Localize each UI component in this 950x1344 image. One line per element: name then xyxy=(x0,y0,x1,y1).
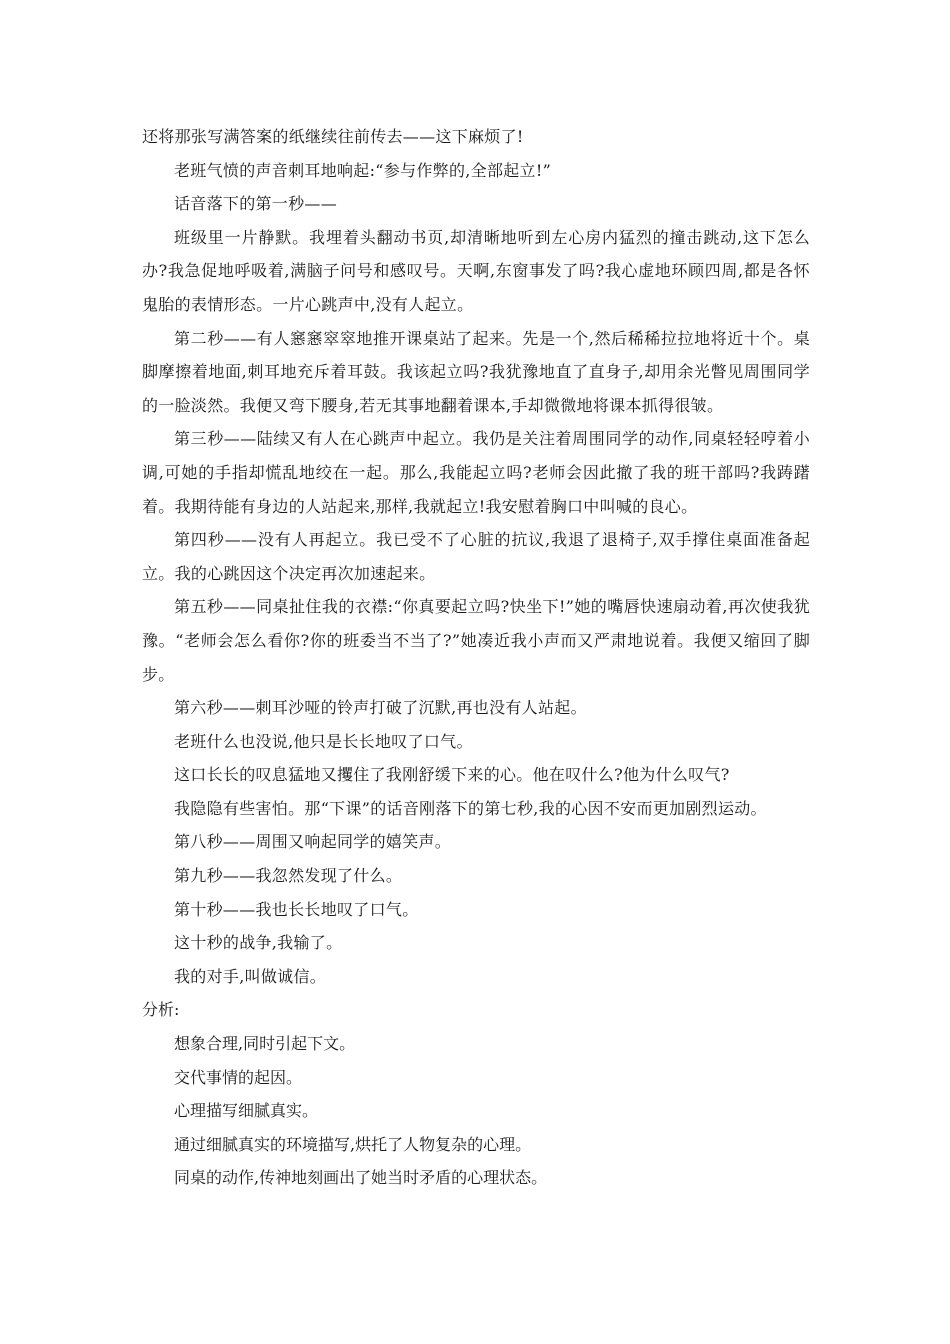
story-paragraph: 第十秒——我也长长地叹了口气。 xyxy=(174,899,419,919)
story-paragraph: 这十秒的战争,我输了。 xyxy=(174,933,343,953)
analysis-label: 分析: xyxy=(142,1000,180,1020)
story-paragraph: 老班气愤的声音刺耳地响起:“参与作弊的,全部起立!” xyxy=(174,160,552,180)
story-paragraph: 这口长长的叹息猛地又攫住了我刚舒缓下来的心。他在叹什么?他为什么叹气? xyxy=(174,765,730,785)
story-paragraph: 第四秒——没有人再起立。我已受不了心脏的抗议,我退了退椅子,双手撑住桌面准备起立。我的心跳因这个决定再次加速起来。 xyxy=(142,530,810,583)
analysis-item: 心理描写细腻真实。 xyxy=(174,1101,319,1121)
analysis-item: 通过细腻真实的环境描写,烘托了人物复杂的心理。 xyxy=(174,1134,532,1154)
story-paragraph: 第六秒——刺耳沙哑的铃声打破了沉默,再也没有人站起。 xyxy=(174,698,587,718)
story-paragraph: 老班什么也没说,他只是长长地叹了口气。 xyxy=(174,731,473,751)
document-page xyxy=(142,120,810,1195)
story-paragraph: 话音落下的第一秒—— xyxy=(174,194,338,214)
story-paragraph: 还将那张写满答案的纸继续往前传去——这下麻烦了! xyxy=(142,127,524,146)
story-paragraph: 班级里一片静默。我埋着头翻动书页,却清晰地听到左心房内猛烈的撞击跳动,这下怎么办?我急促地呼吸着,满脑子问号和感叹号。天啊,东窗事发了吗?我心虚地环顾四周,都是各怀鬼胎的表情形态。一片心跳声中,没有人起立。 xyxy=(142,227,810,314)
story-paragraph: 我隐隐有些害怕。那“下课”的话音刚落下的第七秒,我的心因不安而更加剧烈运动。 xyxy=(174,798,767,818)
story-paragraph: 第九秒——我忽然发现了什么。 xyxy=(174,866,403,886)
story-paragraph: 第三秒——陆续又有人在心跳声中起立。我仍是关注着周围同学的动作,同桌轻轻哼着小调,可她的手指却慌乱地绞在一起。那么,我能起立吗?老师会因此撤了我的班干部吗?我踌躇着。我期待能有身边的人站起来,那样,我就起立!我安慰着胸口中叫喊的良心。 xyxy=(142,429,810,516)
story-paragraph: 第二秒——有人窸窸窣窣地推开课桌站了起来。先是一个,然后稀稀拉拉地将近十个。桌脚摩擦着地面,刺耳地充斥着耳鼓。我该起立吗?我犹豫地直了直身子,却用余光瞥见周围同学的一脸淡然。我便又弯下腰身,若无其事地翻着课本,手却微微地将课本抓得很皱。 xyxy=(142,328,810,415)
story-paragraph: 我的对手,叫做诚信。 xyxy=(174,966,327,986)
analysis-item: 想象合理,同时引起下文。 xyxy=(174,1034,356,1054)
analysis-item: 交代事情的起因。 xyxy=(174,1067,303,1087)
story-paragraph: 第八秒——周围又响起同学的嬉笑声。 xyxy=(174,832,452,852)
analysis-item: 同桌的动作,传神地刻画出了她当时矛盾的心理状态。 xyxy=(174,1168,548,1188)
story-paragraph: 第五秒——同桌扯住我的衣襟:“你真要起立吗?快坐下!”她的嘴唇快速扇动着,再次使我犹豫。“老师会怎么看你?你的班委当不当了?”她凑近我小声而又严肃地说着。我便又缩回了脚步。 xyxy=(142,597,810,684)
